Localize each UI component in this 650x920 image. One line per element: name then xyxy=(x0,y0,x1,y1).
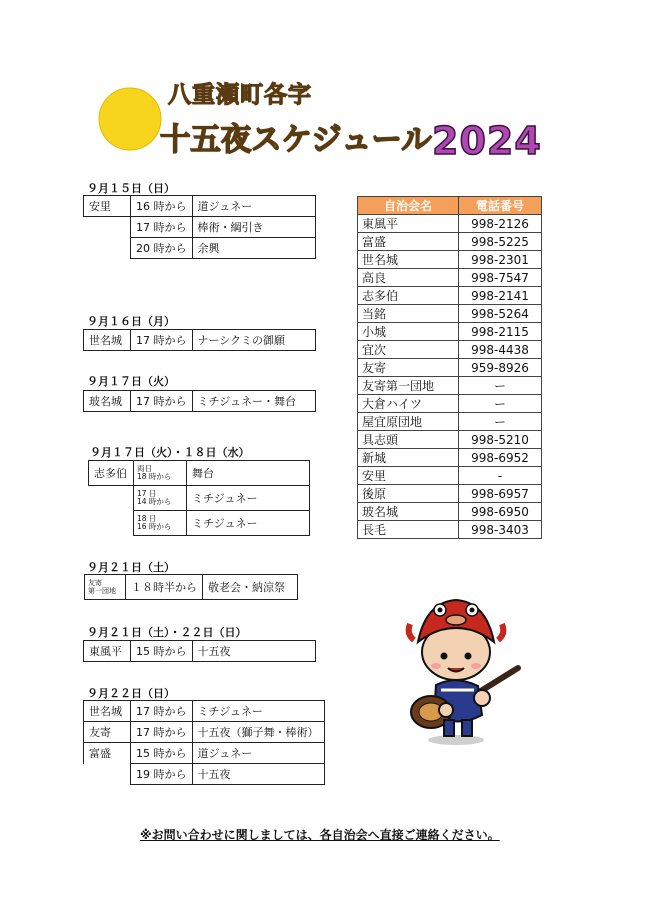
phone-number: 998-2115 xyxy=(459,323,542,341)
phone-number: 998-3403 xyxy=(459,521,542,539)
phone-number: - xyxy=(459,467,542,485)
district-cell: 世名城 xyxy=(84,330,131,351)
contact-row xyxy=(358,467,542,485)
table-row xyxy=(85,575,298,600)
contact-row xyxy=(358,413,542,431)
event-cell: 舞台 xyxy=(187,461,310,486)
event-cell: ミチジュネー xyxy=(187,486,310,511)
contact-row xyxy=(358,395,542,413)
contact-row xyxy=(358,305,542,323)
column-header: 自治会名 xyxy=(358,197,459,215)
contact-table-body xyxy=(358,215,542,539)
time-cell: 20 時から xyxy=(131,238,193,259)
contact-row xyxy=(358,503,542,521)
district-cell: 安里 xyxy=(84,196,131,217)
time-cell: 17 時から xyxy=(131,722,193,743)
event-cell: ミチジュネー・舞台 xyxy=(192,391,315,412)
phone-number: ー xyxy=(459,413,542,431)
phone-number: 998-6957 xyxy=(459,485,542,503)
contact-row xyxy=(358,521,542,539)
district-name: 安里 xyxy=(358,467,459,485)
table-row xyxy=(89,461,310,486)
table-row xyxy=(84,391,316,412)
phone-number: 998-6952 xyxy=(459,449,542,467)
time-cell: 15 時から xyxy=(131,641,193,662)
time-cell: 16 時から xyxy=(131,196,193,217)
district-name: 東風平 xyxy=(358,215,459,233)
district-cell: 富盛 xyxy=(84,743,131,764)
contact-row xyxy=(358,341,542,359)
date-heading: ９月１５日（日） xyxy=(87,182,175,195)
district-name: 宜次 xyxy=(358,341,459,359)
district-name: 玻名城 xyxy=(358,503,459,521)
time-cell: 17 時から xyxy=(131,701,193,722)
district-name: 友寄第一団地 xyxy=(358,377,459,395)
contact-row xyxy=(358,215,542,233)
contact-table-header xyxy=(358,197,542,215)
contact-row xyxy=(358,269,542,287)
phone-number: ー xyxy=(459,395,542,413)
district-name: 小城 xyxy=(358,323,459,341)
event-cell: ナーシクミの御願 xyxy=(192,330,315,351)
district-cell: 玻名城 xyxy=(84,391,131,412)
schedule-table xyxy=(83,195,316,259)
time-cell: 15 時から xyxy=(131,743,193,764)
event-cell: 道ジュネー xyxy=(192,743,324,764)
contact-row xyxy=(358,431,542,449)
schedule-table xyxy=(84,574,298,600)
date-heading: ９月１７日（火）・１８日（水） xyxy=(90,446,250,459)
title-line-1: 八重瀬町各字 xyxy=(168,82,312,108)
time-cell: 19 時から xyxy=(131,764,193,785)
event-cell: ミチジュネー xyxy=(192,701,324,722)
contact-row xyxy=(358,287,542,305)
time-cell: 両日 18 時から xyxy=(134,461,187,486)
schedule-table xyxy=(83,700,325,785)
district-name: 富盛 xyxy=(358,233,459,251)
event-cell: 十五夜（獅子舞・棒術） xyxy=(192,722,324,743)
contact-row xyxy=(358,323,542,341)
schedule-table xyxy=(83,640,316,662)
time-cell: 17 時から xyxy=(131,391,193,412)
district-name: 友寄 xyxy=(358,359,459,377)
phone-number: 998-2301 xyxy=(459,251,542,269)
event-cell: 棒術・綱引き xyxy=(192,217,315,238)
district-cell: 志多伯 xyxy=(89,461,134,486)
time-cell: 17 日 14 時から xyxy=(134,486,187,511)
phone-number: 998-5210 xyxy=(459,431,542,449)
contact-row xyxy=(358,251,542,269)
date-heading: ９月２１日（土） xyxy=(87,561,175,574)
event-cell: 十五夜 xyxy=(192,641,315,662)
phone-number: ー xyxy=(459,377,542,395)
district-name: 具志頭 xyxy=(358,431,459,449)
district-name: 志多伯 xyxy=(358,287,459,305)
phone-number: 959-8926 xyxy=(459,359,542,377)
district-cell: 世名城 xyxy=(84,701,131,722)
phone-number: 998-4438 xyxy=(459,341,542,359)
date-heading: ９月２２日（日） xyxy=(87,687,175,700)
schedule-table xyxy=(83,329,316,351)
mascot-illustration xyxy=(386,580,526,750)
schedule-table xyxy=(88,460,310,536)
table-row xyxy=(84,722,325,743)
contact-table xyxy=(357,196,542,539)
table-row xyxy=(89,511,310,536)
contact-row xyxy=(358,233,542,251)
table-row xyxy=(84,764,325,785)
table-row xyxy=(84,238,316,259)
phone-number: 998-6950 xyxy=(459,503,542,521)
column-header: 電話番号 xyxy=(459,197,542,215)
district-name: 後原 xyxy=(358,485,459,503)
event-cell: ミチジュネー xyxy=(187,511,310,536)
district-name: 長毛 xyxy=(358,521,459,539)
event-cell: 道ジュネー xyxy=(192,196,315,217)
table-row xyxy=(84,330,316,351)
contact-note: ※お問い合わせに関しましては、各自治会へ直接ご連絡ください。 xyxy=(140,828,500,842)
district-name: 大倉ハイツ xyxy=(358,395,459,413)
date-heading: ９月２１日（土）・２２日（日） xyxy=(87,626,247,639)
phone-number: 998-7547 xyxy=(459,269,542,287)
district-cell: 友寄 第一団地 xyxy=(85,575,126,600)
table-row xyxy=(84,701,325,722)
schedule-table xyxy=(83,390,316,412)
district-name: 世名城 xyxy=(358,251,459,269)
district-cell: 東風平 xyxy=(84,641,131,662)
table-row xyxy=(84,743,325,764)
district-name: 当銘 xyxy=(358,305,459,323)
time-cell: 18 日 16 時から xyxy=(134,511,187,536)
moon-icon xyxy=(93,86,167,152)
table-row xyxy=(84,196,316,217)
contact-row xyxy=(358,359,542,377)
event-cell: 敬老会・納涼祭 xyxy=(203,575,298,600)
phone-number: 998-5225 xyxy=(459,233,542,251)
contact-row xyxy=(358,485,542,503)
time-cell: 17 時から xyxy=(131,217,193,238)
title-line-2: 十五夜スケジュール xyxy=(160,122,432,158)
district-name: 屋宜原団地 xyxy=(358,413,459,431)
title-year: 2024 xyxy=(432,119,542,163)
district-cell: 友寄 xyxy=(84,722,131,743)
event-cell: 十五夜 xyxy=(192,764,324,785)
date-heading: ９月１７日（火） xyxy=(87,375,175,388)
contact-row xyxy=(358,449,542,467)
table-row xyxy=(89,486,310,511)
table-row xyxy=(84,217,316,238)
date-heading: ９月１６日（月） xyxy=(87,315,175,328)
table-row xyxy=(84,641,316,662)
district-name: 高良 xyxy=(358,269,459,287)
contact-row xyxy=(358,377,542,395)
event-cell: 余興 xyxy=(192,238,315,259)
phone-number: 998-2141 xyxy=(459,287,542,305)
time-cell: １８時半から xyxy=(126,575,203,600)
phone-number: 998-2126 xyxy=(459,215,542,233)
phone-number: 998-5264 xyxy=(459,305,542,323)
time-cell: 17 時から xyxy=(131,330,193,351)
district-name: 新城 xyxy=(358,449,459,467)
